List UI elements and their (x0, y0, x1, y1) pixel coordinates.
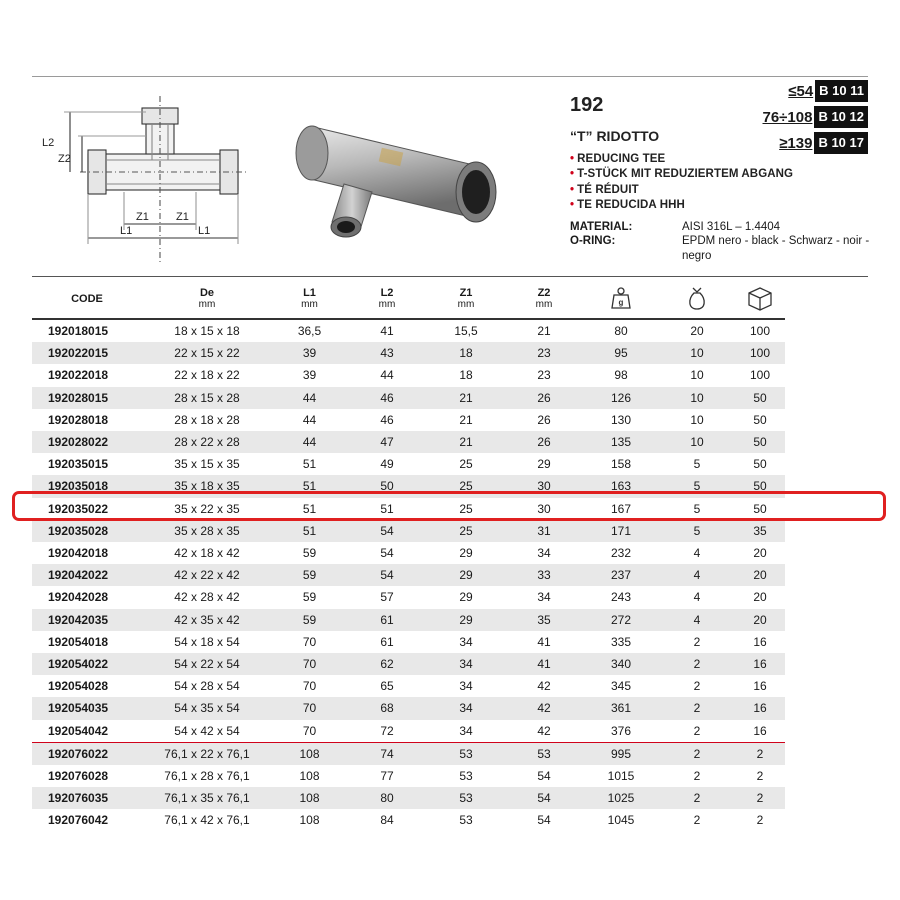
cell-de: 54 x 42 x 54 (174, 723, 240, 738)
cell-l1: 70 (302, 634, 317, 649)
cell-weight: 95 (583, 342, 659, 364)
cell-bag: 5 (659, 520, 735, 542)
cell-l2: 65 (380, 679, 394, 694)
cell-z1: 15,5 (454, 324, 478, 338)
cell-z2: 42 (537, 723, 551, 738)
cell-weight: 126 (583, 387, 659, 409)
dim-l1-right-label: L1 (198, 225, 211, 237)
cell-z1: 18 (459, 368, 473, 383)
dim-z1-left-label: Z1 (136, 211, 149, 223)
cell-box: 16 (753, 723, 767, 738)
cell-l1: 36,5 (297, 324, 322, 338)
table-row (32, 342, 785, 364)
cell-l1: 39 (302, 368, 317, 383)
cell-bag: 4 (659, 609, 735, 631)
cell-z1: 21 (427, 431, 505, 453)
cell-bag: 2 (693, 723, 701, 738)
cell-l1: 51 (272, 475, 347, 497)
cell-code: 192022018 (48, 368, 109, 383)
cell-code: 192054035 (32, 697, 142, 719)
cell-bag: 10 (690, 412, 704, 427)
cell-weight: 1025 (583, 787, 659, 809)
cell-l1: 70 (272, 697, 347, 719)
cell-de: 42 x 28 x 42 (174, 590, 240, 605)
cell-code: 192054018 (48, 634, 109, 649)
table-row (32, 542, 785, 564)
section-rule (32, 276, 868, 277)
cell-bag: 5 (693, 501, 701, 516)
cell-code: 192028018 (48, 412, 109, 427)
cell-de: 28 x 22 x 28 (142, 431, 272, 453)
cell-de: 35 x 18 x 35 (142, 475, 272, 497)
cell-z1: 29 (459, 546, 473, 561)
cell-de: 54 x 28 x 54 (174, 679, 240, 694)
cell-z1: 25 (427, 520, 505, 542)
cell-l2: 54 (380, 546, 394, 561)
cell-z2: 41 (537, 634, 551, 649)
cell-z2: 34 (537, 590, 551, 605)
cell-l2: 72 (380, 723, 394, 738)
cell-de: 35 x 28 x 35 (142, 520, 272, 542)
table-row (32, 809, 785, 831)
col-header-l2: L2 mm (347, 280, 427, 319)
cell-box: 16 (753, 679, 767, 694)
cell-z1: 34 (459, 634, 473, 649)
cell-de: 76,1 x 42 x 76,1 (164, 813, 250, 828)
size-code-row (763, 80, 869, 102)
cell-bag: 2 (693, 813, 701, 828)
cell-bag: 10 (690, 368, 704, 383)
cell-weight: 135 (583, 431, 659, 453)
cell-bag: 4 (693, 546, 701, 561)
table-row (32, 787, 785, 809)
cell-z2: 33 (505, 564, 583, 586)
cell-weight: 272 (583, 609, 659, 631)
bullet-icon: • (570, 183, 575, 196)
cell-box: 100 (735, 342, 785, 364)
cell-code: 192035015 (48, 457, 109, 472)
top-rule (32, 76, 868, 77)
table-row (32, 564, 785, 586)
table-body (32, 319, 785, 832)
bullet-icon: • (570, 168, 575, 181)
box-icon (745, 285, 775, 311)
cell-weight: 376 (610, 723, 632, 738)
product-name-es: • TE REDUCIDA HHH (570, 198, 685, 211)
col-header-de: De mm (142, 280, 272, 319)
cell-z2: 54 (505, 787, 583, 809)
cell-weight: 130 (610, 412, 632, 427)
material-value: AISI 316L – 1.4404 (682, 221, 781, 233)
cell-box: 50 (735, 387, 785, 409)
cell-l1: 44 (302, 412, 317, 427)
cell-code: 192018015 (48, 324, 109, 338)
table-row (32, 409, 785, 431)
cell-box: 50 (753, 501, 767, 516)
cell-l1: 51 (302, 501, 317, 516)
cell-de: 28 x 15 x 28 (142, 387, 272, 409)
oring-value: EPDM nero - black - Schwarz - noir - negro (682, 235, 870, 262)
product-name-fr: • TÉ RÉDUIT (570, 183, 639, 196)
cell-code: 192042018 (48, 546, 109, 561)
cell-l2: 46 (347, 387, 427, 409)
cell-box: 2 (756, 769, 764, 784)
cell-l2: 84 (380, 813, 394, 828)
size-range: ≥139 (779, 134, 813, 152)
cell-box: 100 (749, 368, 771, 383)
cell-code: 192035018 (32, 475, 142, 497)
cell-box: 2 (735, 742, 785, 765)
cell-de: 42 x 18 x 42 (174, 546, 240, 561)
cell-de: 28 x 18 x 28 (174, 412, 240, 427)
cell-code: 192022015 (32, 342, 142, 364)
cell-z1: 29 (459, 590, 473, 605)
cell-z1: 34 (459, 723, 473, 738)
cell-l1: 51 (302, 457, 317, 472)
cell-code: 192035022 (48, 501, 109, 516)
cell-l2: 47 (347, 431, 427, 453)
cell-box: 16 (753, 634, 767, 649)
cell-l1: 39 (272, 342, 347, 364)
cell-bag: 10 (659, 431, 735, 453)
cell-bag: 2 (659, 742, 735, 765)
highlighted-row-frame (12, 491, 886, 521)
cell-l2: 68 (347, 697, 427, 719)
size-code-row (763, 106, 869, 128)
cell-z2: 34 (537, 546, 551, 561)
cell-l1: 108 (272, 742, 347, 765)
cell-bag: 2 (659, 697, 735, 719)
cell-z2: 42 (505, 697, 583, 719)
cell-weight: 335 (610, 634, 632, 649)
cell-weight: 232 (610, 546, 632, 561)
col-header-box (735, 280, 785, 319)
cell-code: 192042028 (48, 590, 109, 605)
product-title: “T” RIDOTTO (570, 128, 660, 144)
cell-bag: 2 (693, 769, 701, 784)
table-row (32, 675, 785, 697)
weight-icon (610, 286, 632, 310)
product-name-en: • REDUCING TEE (570, 153, 666, 165)
table-row (32, 653, 785, 675)
col-header-bag (659, 280, 735, 319)
cell-l1: 44 (272, 387, 347, 409)
cell-l2: 43 (347, 342, 427, 364)
oring-label: O-RING: (570, 235, 616, 247)
cell-l1: 59 (302, 546, 317, 561)
cell-l1: 108 (299, 813, 320, 828)
cell-bag: 2 (693, 679, 701, 694)
cell-l1: 70 (272, 653, 347, 675)
cell-bag: 10 (659, 387, 735, 409)
dim-l1-left-label: L1 (120, 225, 133, 237)
tee-dimension-diagram (36, 92, 258, 268)
cell-l2: 44 (380, 368, 394, 383)
cell-box: 20 (735, 609, 785, 631)
cell-code: 192076035 (32, 787, 142, 809)
cell-z2: 54 (537, 769, 551, 784)
cell-z2: 42 (537, 679, 551, 694)
cell-z2: 23 (537, 368, 551, 383)
cell-code: 192076022 (32, 742, 142, 765)
col-header-z1: Z1 mm (427, 280, 505, 319)
cell-de: 76,1 x 28 x 76,1 (164, 769, 250, 784)
cell-bag: 5 (659, 475, 735, 497)
svg-text:g: g (618, 297, 624, 307)
cell-z2: 26 (505, 431, 583, 453)
cell-l2: 54 (347, 520, 427, 542)
cell-box: 50 (735, 475, 785, 497)
cell-z2: 29 (537, 457, 551, 472)
cell-bag: 4 (659, 564, 735, 586)
cell-z1: 25 (427, 475, 505, 497)
cell-bag: 2 (659, 653, 735, 675)
cell-weight: 167 (610, 501, 632, 516)
cell-de: 18 x 15 x 18 (174, 324, 240, 338)
cell-z2: 26 (537, 412, 551, 427)
product-name-de: • T-STÜCK MIT REDUZIERTEM ABGANG (570, 168, 794, 181)
cell-box: 20 (753, 546, 767, 561)
cell-z2: 35 (505, 609, 583, 631)
product-code: 192 (570, 94, 604, 116)
table-row (32, 586, 785, 608)
table-row (32, 631, 785, 653)
cell-l2: 61 (347, 609, 427, 631)
cell-weight: 237 (583, 564, 659, 586)
cell-de: 35 x 15 x 35 (174, 457, 240, 472)
cell-z2: 21 (537, 324, 551, 338)
cell-l2: 46 (380, 412, 394, 427)
cell-l1: 70 (302, 679, 317, 694)
product-name-list (570, 152, 793, 213)
dim-z2-label: Z2 (58, 153, 71, 165)
table-row (32, 697, 785, 719)
cell-z2: 26 (505, 387, 583, 409)
material-label: MATERIAL: (570, 221, 633, 233)
cell-z1: 18 (427, 342, 505, 364)
cell-weight: 1015 (607, 769, 635, 784)
col-header-z2: Z2 mm (505, 280, 583, 319)
cell-de: 42 x 22 x 42 (142, 564, 272, 586)
table-row (32, 609, 785, 631)
size-code-badge: B 10 11 (815, 80, 868, 102)
cell-l2: 74 (347, 742, 427, 765)
cell-box: 16 (735, 653, 785, 675)
col-header-weight (583, 280, 659, 319)
size-code-list (763, 80, 869, 158)
cell-z2: 41 (505, 653, 583, 675)
cell-z1: 34 (427, 697, 505, 719)
cell-l2: 57 (380, 590, 394, 605)
cell-de: 22 x 15 x 22 (142, 342, 272, 364)
size-code-row (763, 132, 869, 154)
bullet-icon: • (570, 198, 575, 211)
cell-z1: 53 (459, 813, 473, 828)
cell-weight: 171 (583, 520, 659, 542)
size-code-badge: B 10 17 (814, 132, 868, 154)
cell-code: 192076028 (48, 769, 109, 784)
cell-code: 192054042 (48, 723, 109, 738)
cell-code: 192054028 (48, 679, 109, 694)
cell-z2: 23 (505, 342, 583, 364)
table-row (32, 364, 785, 386)
table-row (32, 453, 785, 475)
cell-box: 2 (756, 813, 764, 828)
cell-l1: 44 (272, 431, 347, 453)
cell-de: 54 x 22 x 54 (142, 653, 272, 675)
cell-bag: 20 (690, 324, 704, 338)
cell-weight: 345 (610, 679, 632, 694)
cell-weight: 995 (583, 742, 659, 765)
cell-weight: 163 (583, 475, 659, 497)
cell-box: 50 (735, 431, 785, 453)
cell-l2: 80 (347, 787, 427, 809)
cell-z1: 34 (459, 679, 473, 694)
cell-box: 16 (735, 697, 785, 719)
cell-z1: 53 (427, 787, 505, 809)
cell-de: 54 x 35 x 54 (142, 697, 272, 719)
cell-z1: 25 (459, 501, 473, 516)
dim-z1-right-label: Z1 (176, 211, 189, 223)
cell-code: 192054022 (32, 653, 142, 675)
cell-weight: 158 (610, 457, 632, 472)
cell-weight: 243 (610, 590, 632, 605)
cell-z1: 29 (427, 609, 505, 631)
cell-bag: 10 (659, 342, 735, 364)
cell-l2: 61 (380, 634, 394, 649)
cell-l2: 54 (347, 564, 427, 586)
table-row (32, 720, 785, 743)
cell-z2: 31 (505, 520, 583, 542)
cell-bag: 4 (693, 590, 701, 605)
size-range: 76÷108 (762, 108, 813, 126)
dim-l2-label: L2 (42, 137, 55, 149)
cell-box: 35 (735, 520, 785, 542)
cell-l2: 41 (380, 324, 394, 338)
cell-z2: 54 (537, 813, 551, 828)
cell-l1: 51 (272, 520, 347, 542)
cell-l2: 49 (380, 457, 394, 472)
cell-code: 192028015 (32, 387, 142, 409)
cell-l1: 59 (272, 609, 347, 631)
size-range: ≤54 (788, 82, 814, 100)
cell-z1: 21 (427, 387, 505, 409)
cell-code: 192042022 (32, 564, 142, 586)
table-row (32, 431, 785, 453)
cell-weight: 1045 (607, 813, 635, 828)
cell-bag: 2 (693, 634, 701, 649)
table-row (32, 520, 785, 542)
cell-box: 100 (749, 324, 771, 338)
cell-l2: 77 (380, 769, 394, 784)
cell-l2: 51 (380, 501, 394, 516)
cell-weight: 98 (614, 368, 628, 383)
dimensions-table (32, 280, 785, 832)
cell-z1: 21 (459, 412, 473, 427)
cell-code: 192076042 (48, 813, 109, 828)
cell-de: 35 x 22 x 35 (174, 501, 240, 516)
cell-box: 50 (753, 457, 767, 472)
table-row (32, 387, 785, 409)
cell-l1: 59 (302, 590, 317, 605)
cell-l1: 108 (272, 787, 347, 809)
cell-l1: 70 (302, 723, 317, 738)
col-header-code: CODE (32, 280, 142, 319)
cell-weight: 340 (583, 653, 659, 675)
size-code-badge: B 10 12 (814, 106, 868, 128)
cell-box: 2 (735, 787, 785, 809)
product-photo (288, 88, 520, 258)
cell-z1: 25 (459, 457, 473, 472)
col-header-l1: L1 mm (272, 280, 347, 319)
cell-z2: 30 (505, 475, 583, 497)
cell-de: 54 x 18 x 54 (174, 634, 240, 649)
cell-de: 76,1 x 35 x 76,1 (142, 787, 272, 809)
cell-l1: 59 (272, 564, 347, 586)
cell-bag: 5 (693, 457, 701, 472)
cell-weight: 80 (614, 324, 628, 338)
cell-code: 192035028 (32, 520, 142, 542)
cell-code: 192042035 (32, 609, 142, 631)
cell-bag: 2 (659, 787, 735, 809)
cell-box: 50 (753, 412, 767, 427)
cell-de: 76,1 x 22 x 76,1 (142, 742, 272, 765)
bag-icon (686, 285, 708, 311)
table-header-row (32, 280, 785, 319)
cell-code: 192028022 (32, 431, 142, 453)
cell-box: 20 (735, 564, 785, 586)
cell-l2: 50 (347, 475, 427, 497)
cell-l1: 108 (299, 769, 320, 784)
cell-z1: 53 (459, 769, 473, 784)
table-row (32, 765, 785, 787)
cell-l2: 62 (347, 653, 427, 675)
cell-z2: 30 (537, 501, 551, 516)
table-row (32, 742, 785, 765)
table-row (32, 319, 785, 342)
cell-z2: 53 (505, 742, 583, 765)
bullet-icon: • (570, 153, 575, 165)
cell-box: 20 (753, 590, 767, 605)
cell-de: 42 x 35 x 42 (142, 609, 272, 631)
cell-weight: 361 (583, 697, 659, 719)
cell-de: 22 x 18 x 22 (174, 368, 240, 383)
cell-z1: 53 (427, 742, 505, 765)
cell-z1: 34 (427, 653, 505, 675)
cell-z1: 29 (427, 564, 505, 586)
